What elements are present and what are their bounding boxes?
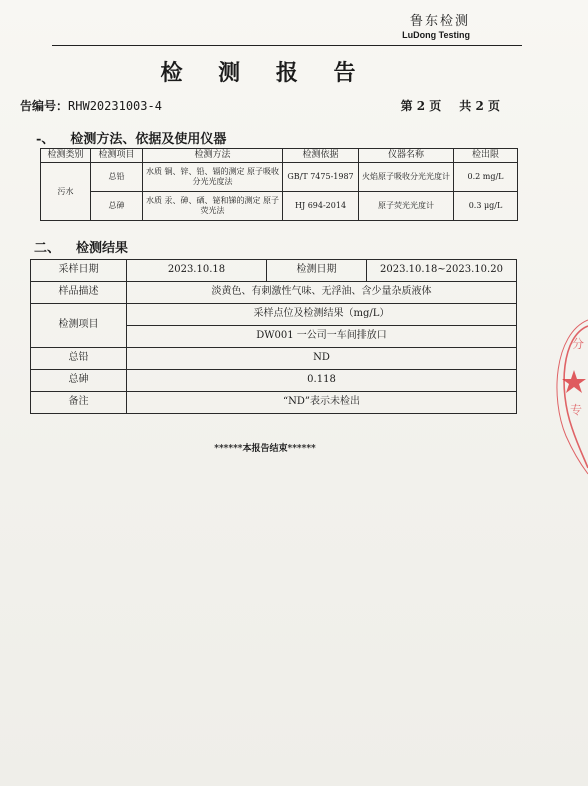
table-row <box>31 348 517 370</box>
table-row <box>41 163 518 192</box>
standard-cell: GB/T 7475-1987 <box>283 163 359 192</box>
section-heading-methods <box>36 128 226 147</box>
company-brand <box>402 10 470 40</box>
section-heading-results <box>34 237 128 256</box>
item-cell: 总铅 <box>91 163 143 192</box>
section-index: 二、 <box>34 241 61 256</box>
methods-table <box>40 148 518 221</box>
column-header: 检测类别 <box>41 149 91 163</box>
table-row <box>41 192 518 221</box>
table-header-row <box>41 149 518 163</box>
section-title: 检测方法、依据及使用仪器 <box>70 132 227 147</box>
limit-cell: 0.2 mg/L <box>454 163 518 192</box>
test-item-label: 检测项目 <box>31 304 127 348</box>
column-header: 仪器名称 <box>359 149 454 163</box>
table-row <box>31 304 517 326</box>
report-number-value: RHW20231003-4 <box>68 99 162 113</box>
method-cell: 水质 汞、砷、硒、铋和锑的测定 原子荧光法 <box>143 192 283 221</box>
report-title: 检 测 报 告 <box>160 60 370 86</box>
table-row <box>31 260 517 282</box>
svg-text:专: 专 <box>570 403 583 417</box>
page-total: 共 2 页 <box>459 99 500 113</box>
point-header: 采样点位及检测结果（mg/L） <box>127 304 517 326</box>
column-header: 检出限 <box>454 149 518 163</box>
page-indicator <box>383 97 500 114</box>
results-table <box>30 259 517 414</box>
table-row <box>31 392 517 414</box>
column-header: 检测项目 <box>91 149 143 163</box>
item-cell: 总砷 <box>91 192 143 221</box>
test-date-label: 检测日期 <box>267 260 367 282</box>
instrument-cell: 原子荧光光度计 <box>359 192 454 221</box>
result-item-value: 0.118 <box>127 370 517 392</box>
header-divider <box>52 45 522 46</box>
table-row <box>31 282 517 304</box>
result-item-name: 总铅 <box>31 348 127 370</box>
brand-name-en: LuDong Testing <box>402 30 470 40</box>
column-header: 检测方法 <box>143 149 283 163</box>
sample-desc-label: 样品描述 <box>31 282 127 304</box>
standard-cell: HJ 694-2014 <box>283 192 359 221</box>
point-name: DW001 一公司一车间排放口 <box>127 326 517 348</box>
report-number <box>20 97 162 114</box>
remark-label: 备注 <box>31 392 127 414</box>
result-item-name: 总砷 <box>31 370 127 392</box>
limit-cell: 0.3 μg/L <box>454 192 518 221</box>
official-seal-stamp <box>552 318 588 478</box>
section-title: 检测结果 <box>76 241 129 256</box>
report-end-note: ******本报告结束****** <box>214 444 316 454</box>
test-date-value: 2023.10.18~2023.10.20 <box>367 260 517 282</box>
page-current: 第 2 页 <box>400 99 442 113</box>
category-cell: 污水 <box>41 163 91 221</box>
method-cell: 水质 铜、锌、铅、镉的测定 原子吸收分光光度法 <box>143 163 283 192</box>
result-item-value: ND <box>127 348 517 370</box>
brand-name-cn: 鲁东检测 <box>409 14 470 29</box>
instrument-cell: 火焰原子吸收分光光度计 <box>359 163 454 192</box>
sampling-date-label: 采样日期 <box>31 260 127 282</box>
section-index: -、 <box>36 132 55 147</box>
table-row <box>31 370 517 392</box>
sample-desc-value: 淡黄色、有刺激性气味、无浮油、含少量杂质液体 <box>127 282 517 304</box>
remark-value: “ND”表示未检出 <box>127 392 517 414</box>
svg-text:分: 分 <box>572 337 585 351</box>
report-number-label: 告编号： <box>20 99 69 113</box>
sampling-date-value: 2023.10.18 <box>127 260 267 282</box>
column-header: 检测依据 <box>283 149 359 163</box>
